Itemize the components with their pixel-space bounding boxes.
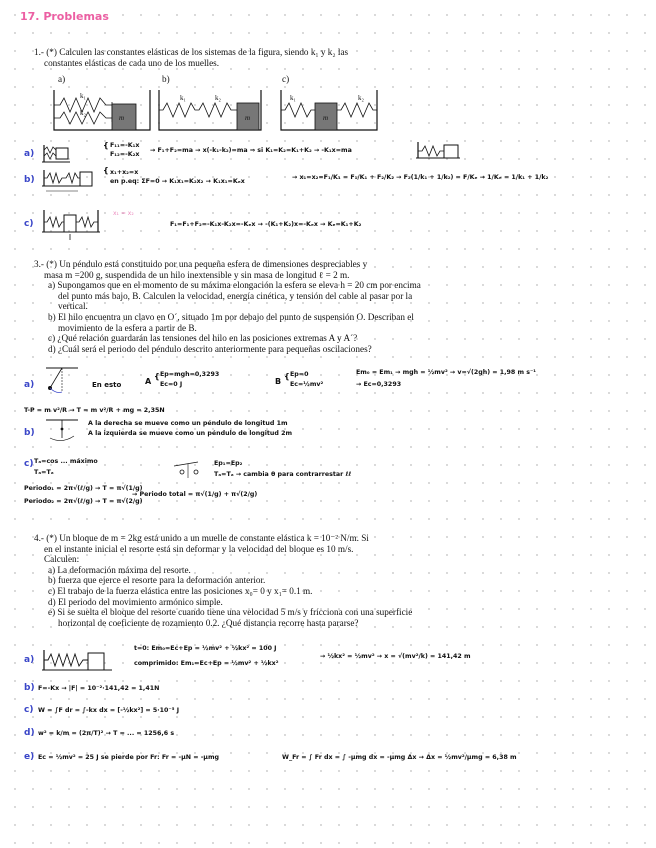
note-line: Ec=½mv² — [290, 381, 324, 388]
spring-k2-label-b: k₂ — [215, 94, 221, 102]
note-line: Ep₁=Ep₂ — [214, 460, 243, 467]
brace: { — [154, 372, 160, 381]
problem-4-item: e) Si se suelta el bloque del resorte cuando tiene una velocidad 5 m/s y frícciona con una superficie horizontal de coeficiente de rozamiento 0.2. ¿Qué distancia recorre hasta pararse? — [48, 607, 413, 628]
spring-figure-a — [52, 88, 152, 134]
note-line: en p.eq: ΣF=0 → K₁x₁=K₂x₂ → K₁x₁=Kₑx — [110, 178, 245, 185]
brace: { — [284, 372, 290, 381]
problem-1-line: constantes elásticas de cada uno de los muelles. — [44, 57, 220, 68]
answer-marker-a: a) — [24, 380, 35, 390]
problem-3-item: d) ¿Cuál será el periodo del péndulo descrito anteriormente para pequeñas oscilaciones? — [48, 343, 372, 354]
note-line: B — [275, 377, 282, 386]
spring-k2-label-a: k₂ — [80, 109, 86, 117]
sketch-b — [42, 168, 94, 194]
note-line: W = ∫F dr = ∫-kx dx = [-½kx²] = 5·10⁻⁵ J — [38, 707, 180, 714]
note-line: t=0: Em₀=Ec+Ep = ½mv² + ½kx² = 100 J — [134, 645, 277, 652]
problem-4-item: c) El trabajo de la fuerza elástica entre las posiciones x₀= 0 y x₁= 0.1 m. — [48, 585, 313, 596]
answer-marker-b: b) — [24, 683, 35, 693]
answer-marker-b: b) — [24, 428, 35, 438]
note-line: F₁₂=-K₂x — [110, 151, 140, 158]
answer-marker-c: c) — [24, 705, 34, 715]
note-line: A la izquierda se mueve como un péndulo de longitud 2m — [88, 430, 293, 437]
problem-4-item: d) El periodo del movimiento armónico simple. — [48, 596, 223, 607]
problem-4-item: b) fuerza que ejerce el resorte para la deformación anterior. — [48, 575, 266, 586]
problem-4-line: en el instante inicial el resorte está sin deformar y la velocidad del bloque es 10 m/s. — [44, 543, 354, 554]
note-line: → Periodo total = π√(1/g) + π√(2/g) — [132, 491, 258, 498]
brace: { — [103, 166, 109, 175]
note-line: w² = k/m = (2π/T)² → T = ... = 1256,6 s — [38, 730, 175, 737]
brace: { — [103, 141, 109, 150]
problem-4-item: a) La deformación máxima del resorte. — [48, 564, 191, 575]
note-line: F₁₁=-K₁x — [110, 142, 140, 149]
problem-3-line: 3.- (*) Un péndulo está constituido por una pequeña esfera de dimensiones despreciables y — [34, 259, 368, 269]
mass-label-a: m — [119, 114, 125, 122]
sketch-a-result — [416, 140, 462, 162]
note-line: Tₐ=cos ... máximo — [34, 458, 98, 465]
note-line: x₁+x₂=x — [110, 169, 139, 176]
note-line: A — [145, 377, 152, 386]
note-line: Ec=0 J — [160, 381, 183, 388]
sketch-a — [42, 144, 72, 164]
note-line: comprimido: Em₁=Ec+Ep = ½mv² + ½kx² — [134, 660, 279, 667]
note-line: Periodo₁ = 2π√(ℓ/g) → T = π√(1/g) — [24, 485, 143, 492]
spring-k1-label-b: k₁ — [180, 94, 186, 102]
figure-label-c: c) — [282, 74, 290, 84]
note-line: Tₐ=Tₐ → cambia θ para contrarrestar ℓℓ — [214, 471, 352, 478]
answer-marker-d: d) — [24, 728, 35, 738]
problem-4-statement — [34, 533, 424, 628]
problem-4-line: 4.- (*) Un bloque de m = 2kg está unido a un muelle de constante elástica k = 10⁻² N/m. Si — [34, 533, 369, 543]
pink-note: x₁ = x₂ — [113, 210, 134, 217]
page-title: 17. Problemas — [20, 10, 109, 23]
problem-3-line: masa m =200 g, suspendida de un hilo inextensible y sin masa de longitud ℓ = 2 m. — [44, 269, 350, 280]
note-line: F₁=F₁+F₂=-K₁x-K₂x=-Kₑx → -(K₁+K₂)x=-Kₑx → Kₑ=K₁+K₂ — [170, 221, 362, 228]
block-spring-sketch — [42, 648, 114, 674]
note-line: → Ec=0,3293 — [356, 381, 402, 388]
mass-label-c: m — [323, 114, 329, 122]
problem-3-item: c) ¿Qué relación guardarán las tensiones del hilo en las posiciones extremas A y A´? — [48, 333, 358, 344]
note-line: → F₁+F₂=ma → x(-k₁-k₂)=ma ⇒ si K₁=K₂=K₁+K₂ → -K₁x=ma — [150, 147, 352, 154]
note-line: En esto — [92, 381, 122, 389]
problem-3-statement — [34, 259, 424, 354]
mass-label-b: m — [245, 114, 251, 122]
spring-k2-label-c: k₂ — [358, 94, 364, 102]
spring-k1-label-a: k₁ — [80, 92, 86, 100]
note-line: Em₀ = Em₁ → mgh = ½mv² → v=√(2gh) = 1,98 m s⁻¹ — [356, 369, 537, 376]
note-line: Ep=0 — [290, 371, 309, 378]
problem-4-line: Calculen: — [44, 554, 80, 565]
note-line: → x₁=x₂=F₁/K₁ = F₁/K₁ + F₂/K₂ → F₂(1/k₁ + 1/k₂) = F/Kₑ → 1/Kₑ = 1/k₁ + 1/k₂ — [292, 174, 549, 181]
pendulum-angle-sketch — [170, 458, 206, 482]
problem-3-item: b) El hilo encuentra un clavo en O´, situado 1m por debajo del punto de suspensión O. Describan el movimiento de la esfera a partir de B. — [48, 311, 414, 333]
figure-label-a: a) — [58, 74, 66, 84]
note-line: Tₐ=Tₐ — [34, 469, 54, 476]
answer-marker-c: c) — [24, 219, 34, 229]
figure-label-b: b) — [162, 74, 170, 84]
note-line: Ep=mgh=0,3293 — [160, 371, 220, 378]
note-line: Ec = ½mv² = 25 J se pierde por Fr: Fr = -μN = -μmg — [38, 754, 220, 761]
note-line: W_Fr = ∫ Fr dx = ∫ -μmg dx = -μmg Δx → Δx = ½mv²/μmg = 6,38 m — [282, 754, 517, 761]
spring-figure-b — [157, 88, 263, 134]
pendulum-sketch — [42, 366, 82, 396]
answer-marker-a: a) — [24, 655, 35, 665]
note-line: → ½kx² = ½mv² → x = √(mv²/k) = 141,42 m — [320, 653, 471, 660]
note-line: T-P = m v²/R → T = m v²/R + mg = 2,35N — [24, 407, 165, 414]
problem-3-item: a) Supongamos que en el momento de su máxima elongación la esfera se eleva h = 20 cm por encima del punto más bajo, B. Calculen la velocidad, energía cinética, y tensión del cable al pasar por la vertical. — [48, 280, 421, 312]
answer-marker-c: c) — [24, 459, 34, 469]
answer-marker-b: b) — [24, 175, 35, 185]
answer-marker-e: e) — [24, 752, 35, 762]
problem-1-line: 1.- (*) Calculen las constantes elásticas de los sistemas de la figura, siendo k₁ y k₂ las — [34, 47, 349, 57]
sketch-c — [42, 208, 102, 242]
note-line: A la derecha se mueve como un péndulo de longitud 1m — [88, 420, 288, 427]
note-line: Periodo₂ = 2π√(ℓ/g) → T = π√(2/g) — [24, 498, 143, 505]
spring-k1-label-c: k₁ — [290, 94, 296, 102]
pendulum-nail-sketch — [42, 418, 82, 442]
answer-marker-a: a) — [24, 149, 35, 159]
problem-1-statement — [34, 47, 414, 68]
note-line: F=-Kx → |F| = 10⁻²·141,42 = 1,41N — [38, 685, 160, 692]
